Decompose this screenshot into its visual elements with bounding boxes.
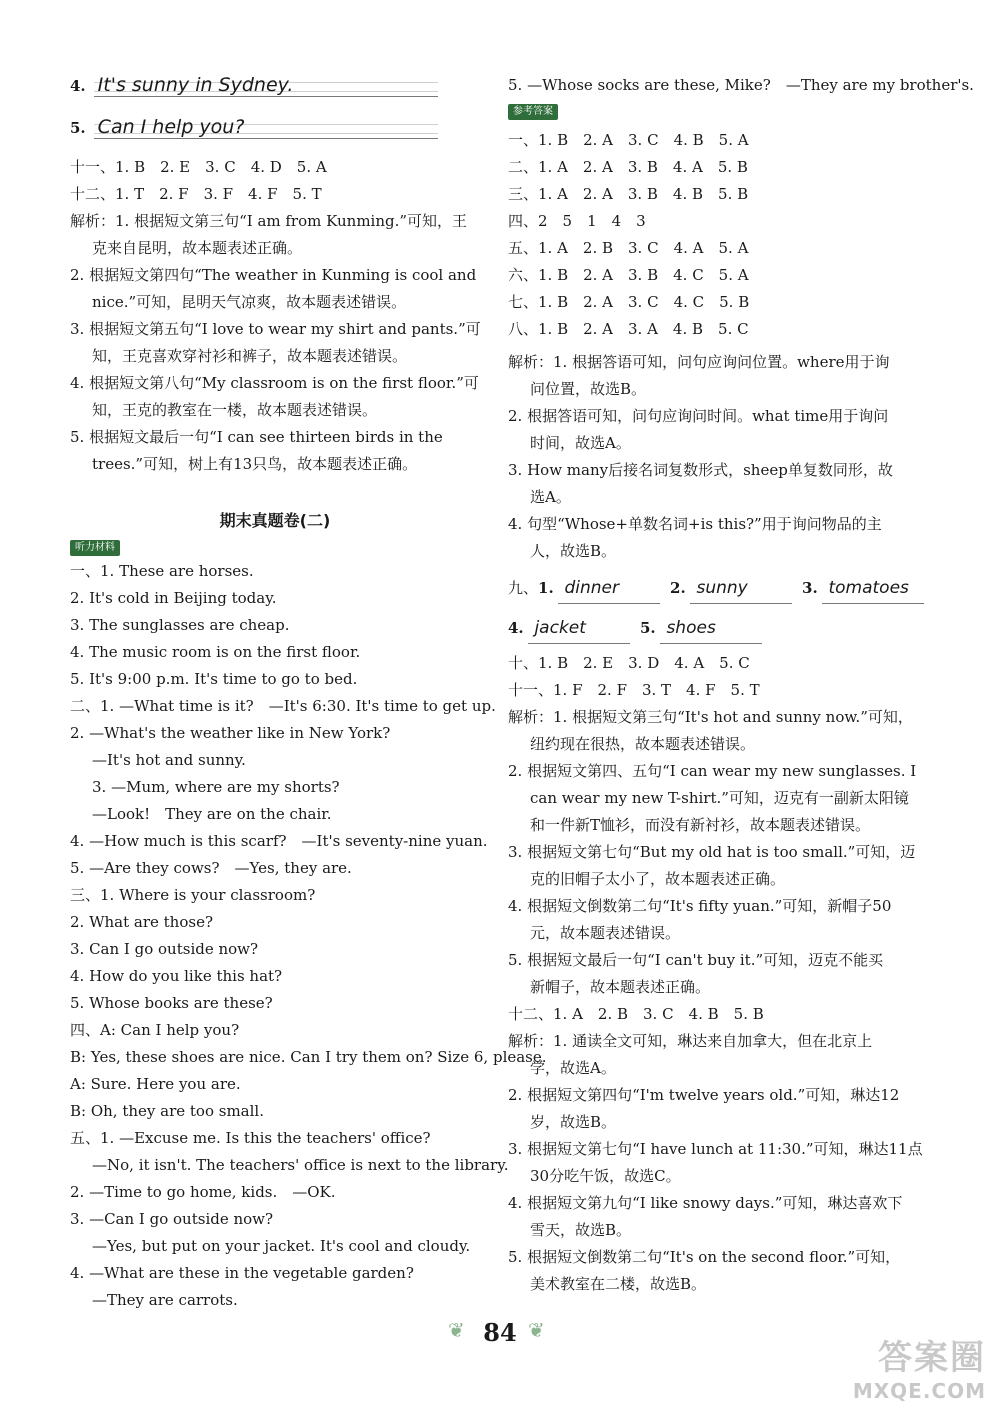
analysis-line: 美术教室在二楼，故选B。 xyxy=(530,1275,707,1293)
script-line: 3. The sunglasses are cheap. xyxy=(70,616,290,634)
section-title: 期末真题卷(二) xyxy=(219,511,331,530)
answer-row: 十、1. B 2. E 3. D 4. A 5. C xyxy=(508,654,750,672)
answer-row: 五、1. A 2. B 3. C 4. A 5. A xyxy=(508,239,749,257)
answer-row: 六、1. B 2. A 3. B 4. C 5. A xyxy=(508,266,749,284)
analysis-line: 5. 根据短文最后一句“I can't buy it.”可知，迈克不能买 xyxy=(508,951,884,969)
answer-row: 十二、1. A 2. B 3. C 4. B 5. B xyxy=(508,1005,764,1023)
script-line: —No, it isn't. The teachers' office is next to the library. xyxy=(92,1156,509,1174)
analysis-line: 知，王克的教室在一楼，故本题表述错误。 xyxy=(92,401,378,419)
page-number: 84 xyxy=(483,1318,517,1347)
analysis-line: 学，故选A。 xyxy=(530,1059,616,1077)
leaf-ornament-icon: ❦ xyxy=(448,1318,465,1342)
script-line: 4. —What are these in the vegetable garden? xyxy=(70,1264,414,1282)
analysis-line: nice.”可知，昆明天气凉爽，故本题表述错误。 xyxy=(92,293,407,311)
script-line: 2. It's cold in Beijing today. xyxy=(70,589,277,607)
analysis-line: 岁，故选B。 xyxy=(530,1113,617,1131)
analysis-line: 雪天，故选B。 xyxy=(530,1221,632,1239)
answer-row: 一、1. B 2. A 3. C 4. B 5. A xyxy=(508,131,749,149)
handwritten-answer-4: 4. It's sunny in Sydney. xyxy=(70,74,480,97)
script-line: 4. The music room is on the first floor. xyxy=(70,643,361,661)
script-line: —Yes, but put on your jacket. It's cool and cloudy. xyxy=(92,1237,471,1255)
script-line: 五、1. —Excuse me. Is this the teachers' office? xyxy=(70,1129,431,1147)
analysis-line: 克的旧帽子太小了，故本题表述正确。 xyxy=(530,870,786,888)
watermark-logo xyxy=(836,1330,986,1403)
script-line: 5. Whose books are these? xyxy=(70,994,273,1012)
analysis-line: 纽约现在很热，故本题表述错误。 xyxy=(530,735,756,753)
answer-row: 十一、1. F 2. F 3. T 4. F 5. T xyxy=(508,681,760,699)
analysis-line: 和一件新T恤衫，而没有新衬衫，故本题表述错误。 xyxy=(530,816,871,834)
analysis-line: 5. 根据短文最后一句“I can see thirteen birds in the xyxy=(70,428,443,446)
analysis-line: 4. 根据短文第九句“I like snowy days.”可知，琳达喜欢下 xyxy=(508,1194,903,1212)
analysis-line: 3. 根据短文第七句“I have lunch at 11:30.”可知，琳达11点 xyxy=(508,1140,923,1158)
analysis-line: 2. 根据短文第四、五句“I can wear my new sunglasses. I xyxy=(508,762,917,780)
analysis-line: 人，故选B。 xyxy=(530,542,617,560)
listening-material-tag: 听力材料 xyxy=(70,540,120,556)
script-line: 2. —What's the weather like in New York? xyxy=(70,724,391,742)
answer-row: 八、1. B 2. A 3. A 4. B 5. C xyxy=(508,320,749,338)
analysis-line: 3. 根据短文第七句“But my old hat is too small.”可知，迈 xyxy=(508,843,916,861)
script-line: 4. How do you like this hat? xyxy=(70,967,283,985)
script-line: 3. —Mum, where are my shorts? xyxy=(92,778,340,796)
answer-row: 二、1. A 2. A 3. B 4. A 5. B xyxy=(508,158,748,176)
analysis-line: 问位置，故选B。 xyxy=(530,380,647,398)
script-line: B: Oh, they are too small. xyxy=(70,1102,264,1120)
analysis-line: 3. How many后接名词复数形式，sheep单复数同形，故 xyxy=(508,461,893,479)
handwritten-answer-5: 5. Can I help you? xyxy=(70,116,480,139)
analysis-line: 解析：1. 根据短文第三句“I am from Kunming.”可知，王 xyxy=(70,212,468,230)
watermark-url: MXQE.COM xyxy=(852,1379,986,1403)
analysis-line: 5. 根据短文倒数第二句“It's on the second floor.”可知， xyxy=(508,1248,901,1266)
script-line: 三、1. Where is your classroom? xyxy=(70,886,316,904)
analysis-line: 元，故本题表述错误。 xyxy=(530,924,681,942)
reference-answer-tag: 参考答案 xyxy=(508,104,558,120)
script-line: 四、A: Can I help you? xyxy=(70,1021,240,1039)
script-line: —They are carrots. xyxy=(92,1291,238,1309)
analysis-line: 2. 根据短文第四句“The weather in Kunming is cool and xyxy=(70,266,477,284)
analysis-line: can wear my new T-shirt.”可知，迈克有一副新太阳镜 xyxy=(530,789,909,807)
analysis-line: 4. 句型“Whose+单数名词+is this?”用于询问物品的主 xyxy=(508,515,882,533)
script-line: 2. What are those? xyxy=(70,913,213,931)
analysis-line: 30分吃午饭，故选C。 xyxy=(530,1167,681,1185)
analysis-line: trees.”可知，树上有13只鸟，故本题表述正确。 xyxy=(92,455,418,473)
fill-answers-row-2: 4. jacket 5. shoes xyxy=(508,613,918,644)
script-line: A: Sure. Here you are. xyxy=(70,1075,241,1093)
script-line: 3. —Can I go outside now? xyxy=(70,1210,274,1228)
script-line: —It's hot and sunny. xyxy=(92,751,246,769)
answer-row: 七、1. B 2. A 3. C 4. C 5. B xyxy=(508,293,750,311)
script-line: B: Yes, these shoes are nice. Can I try them on? Size 6, please. xyxy=(70,1048,547,1066)
analysis-line: 3. 根据短文第五句“I love to wear my shirt and pants.”可 xyxy=(70,320,481,338)
fill-answers-row-1: 九、1. dinner 2. sunny 3. tomatoes xyxy=(508,573,918,604)
script-line: 4. —How much is this scarf? —It's seventy-nine yuan. xyxy=(70,832,488,850)
analysis-line: 2. 根据短文第四句“I'm twelve years old.”可知，琳达12 xyxy=(508,1086,900,1104)
analysis-line: 时间，故选A。 xyxy=(530,434,631,452)
script-line: 5. —Are they cows? —Yes, they are. xyxy=(70,859,352,877)
leaf-ornament-icon: ❦ xyxy=(528,1318,545,1342)
analysis-line: 选A。 xyxy=(530,488,571,506)
analysis-line: 解析：1. 根据答语可知，问句应询问位置。where用于询 xyxy=(508,353,890,371)
analysis-line: 4. 根据短文第八句“My classroom is on the first floor.”可 xyxy=(70,374,479,392)
script-line: 3. Can I go outside now? xyxy=(70,940,259,958)
script-line: 5. —Whose socks are these, Mike? —They are my brother's. xyxy=(508,76,974,94)
script-line: 2. —Time to go home, kids. —OK. xyxy=(70,1183,336,1201)
script-line: —Look! They are on the chair. xyxy=(92,805,332,823)
analysis-line: 4. 根据短文倒数第二句“It's fifty yuan.”可知，新帽子50 xyxy=(508,897,892,915)
answer-row-11: 十一、1. B 2. E 3. C 4. D 5. A xyxy=(70,158,327,176)
watermark-text: 答案圈 xyxy=(878,1338,986,1378)
analysis-line: 知，王克喜欢穿衬衫和裤子，故本题表述错误。 xyxy=(92,347,408,365)
script-line: 二、1. —What time is it? —It's 6:30. It's time to get up. xyxy=(70,697,496,715)
analysis-line: 2. 根据答语可知，问句应询问时间。what time用于询问 xyxy=(508,407,889,425)
answer-row: 四、2 5 1 4 3 xyxy=(508,212,646,230)
answer-row-12: 十二、1. T 2. F 3. F 4. F 5. T xyxy=(70,185,322,203)
script-line: 一、1. These are horses. xyxy=(70,562,254,580)
analysis-line: 解析：1. 根据短文第三句“It's hot and sunny now.”可知， xyxy=(508,708,913,726)
answer-row: 三、1. A 2. A 3. B 4. B 5. B xyxy=(508,185,749,203)
analysis-line: 克来自昆明，故本题表述正确。 xyxy=(92,239,303,257)
analysis-line: 新帽子，故本题表述正确。 xyxy=(530,978,711,996)
script-line: 5. It's 9:00 p.m. It's time to go to bed. xyxy=(70,670,358,688)
analysis-line: 解析：1. 通读全文可知，琳达来自加拿大，但在北京上 xyxy=(508,1032,873,1050)
